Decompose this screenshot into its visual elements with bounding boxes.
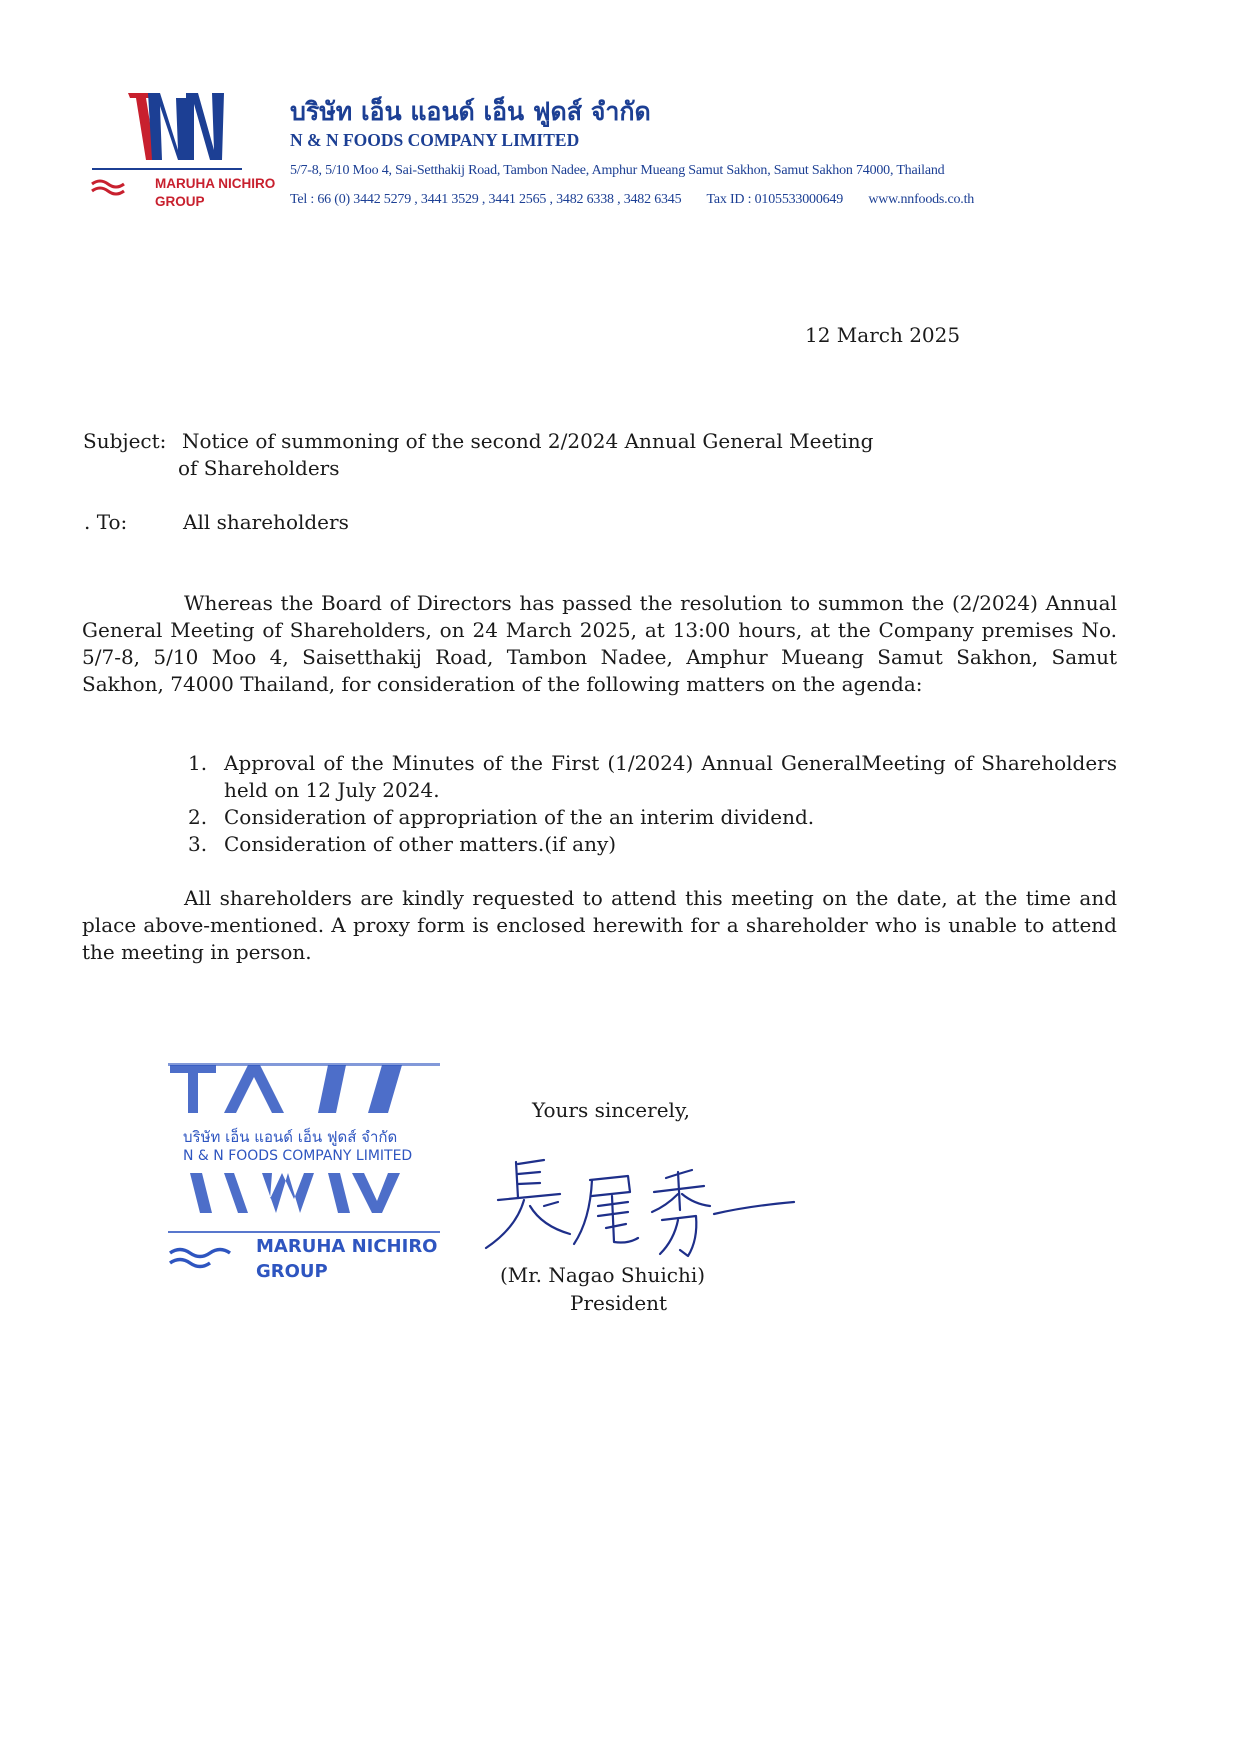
stamp-group-line1: MARUHA NICHIRO [256,1236,438,1257]
stamp-group-line2: GROUP [256,1261,328,1282]
letterhead-address: 5/7-8, 5/10 Moo 4, Sai-Setthakij Road, Tambon Nadee, Amphur Mueang Samut Sakhon, Samut Sakhon 74000, Thailand [290,163,945,178]
stamp-company-en: N & N FOODS COMPANY LIMITED [183,1148,413,1164]
agenda-text: Consideration of other matters.(if any) [224,832,617,856]
letterhead-website[interactable]: www.nnfoods.co.th [868,192,975,207]
letter-date: 12 March 2025 [805,323,961,347]
agenda-number: 3. [188,832,208,856]
agenda-number: 1. [188,751,208,775]
logo-group-line1: MARUHA NICHIRO [155,176,276,191]
subject-line-1: Notice of summoning of the second 2/2024 Annual General Meeting [182,429,874,453]
letterhead-company-thai: บริษัท เอ็น แอนด์ เอ็น ฟูดส์ จำกัด [290,97,651,126]
letterhead-contact [290,192,974,208]
agenda-item [188,831,1117,858]
to-label: . To: [84,510,128,534]
agenda-text: Consideration of appropriation of the an interim dividend. [224,805,815,829]
agenda-number: 2. [188,805,208,829]
subject-line-2: of Shareholders [178,456,340,480]
letterhead-company-en: N & N FOODS COMPANY LIMITED [290,130,580,150]
agenda-item [188,750,1117,804]
to-recipient: All shareholders [183,510,349,534]
letterhead-tel: Tel : 66 (0) 3442 5279 , 3441 3529 , 3441 2565 , 3482 6338 , 3482 6345 [290,192,682,207]
signer-name: (Mr. Nagao Shuichi) [500,1263,706,1287]
letterhead-tax-id: Tax ID : 0105533000649 [706,192,844,207]
body-paragraph-2: All shareholders are kindly requested to attend this meeting on the date, at the time and place above-mentioned. A proxy form is enclosed herewith for a shareholder who is unable to attend the meeting in person. [82,886,1117,964]
agenda-list [188,750,1117,858]
agenda-item [188,804,1117,831]
agenda-text: Approval of the Minutes of the First (1/2024) Annual GeneralMeeting of Shareholders held on 12 July 2024. [224,751,1117,802]
logo-group-line2: GROUP [155,194,205,209]
closing-text: Yours sincerely, [532,1098,690,1122]
stamp-company-thai: บริษัท เอ็น แอนด์ เอ็น ฟูดส์ จำกัด [183,1128,398,1146]
signer-title: President [570,1291,668,1315]
subject-label: Subject: [83,429,167,453]
handwritten-signature [478,1150,808,1265]
body-paragraph-1: Whereas the Board of Directors has passed the resolution to summon the (2/2024) Annual General Meeting of Shareholders, on 24 March 2025, at 13:00 hours, at the Company premises No. 5/7-8, 5/10 Moo 4, Saisetthakij Road, Tambon Nadee, Amphur Mueang Samut Sakhon, Samut Sakhon, 74000 Thailand, for consideration of the following matters on the agenda: [82,591,1117,696]
